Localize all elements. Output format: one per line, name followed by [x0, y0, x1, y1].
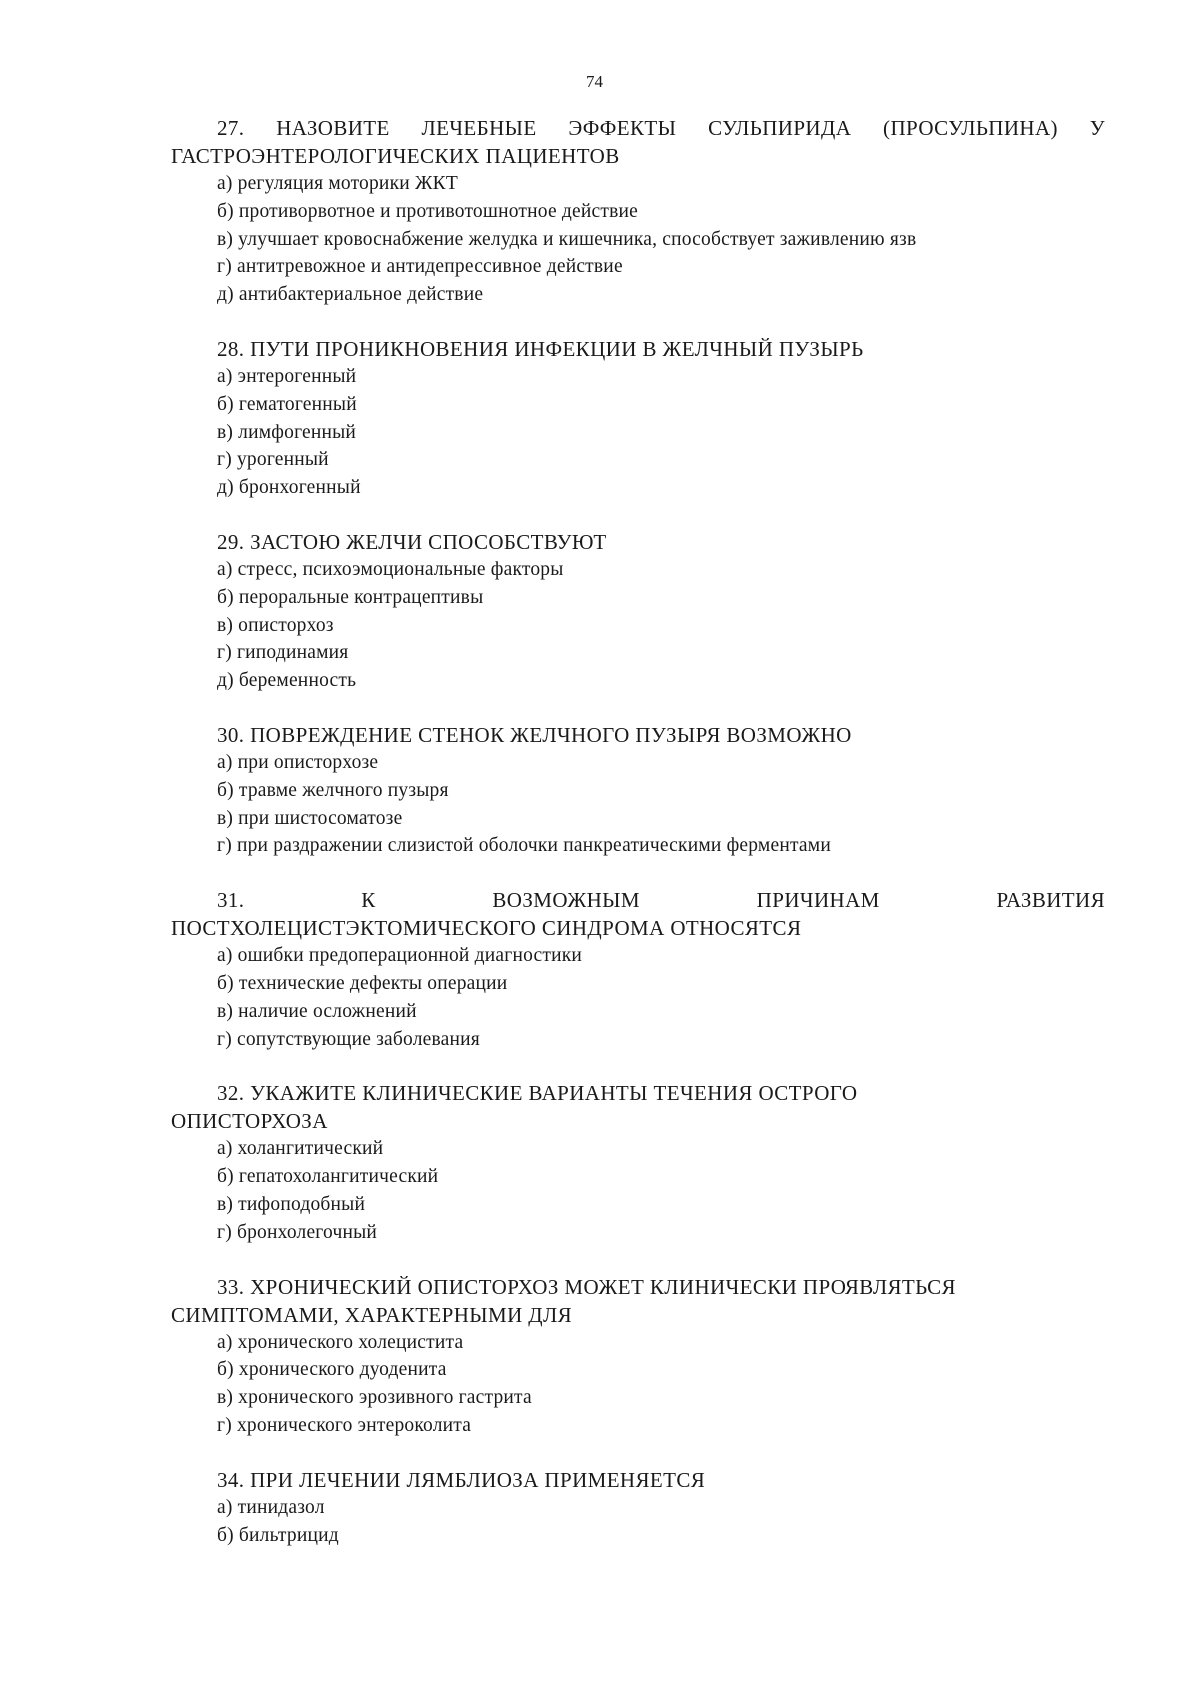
answer-option: г) бронхолегочный — [217, 1221, 378, 1243]
answer-options — [171, 749, 1105, 860]
answer-options — [171, 170, 1105, 309]
answer-option: б) технические дефекты операции — [217, 972, 508, 994]
answer-option: в) хронического эрозивного гастрита — [217, 1387, 532, 1409]
answer-option: г) при раздражении слизистой оболочки панкреатическими ферментами — [217, 835, 831, 857]
question-title-line-2: ПОСТХОЛЕЦИСТЭКТОМИЧЕСКОГО СИНДРОМА ОТНОСЯТСЯ — [171, 916, 802, 941]
answer-option: а) регуляция моторики ЖКТ — [217, 173, 458, 194]
answer-options — [171, 1135, 1105, 1246]
question-30 — [171, 721, 1105, 860]
answer-options — [171, 363, 1105, 502]
page-number: 74 — [586, 72, 603, 91]
question-title: 30. ПОВРЕЖДЕНИЕ СТЕНОК ЖЕЛЧНОГО ПУЗЫРЯ ВОЗМОЖНО — [217, 722, 852, 747]
answer-option: б) пероральные контрацептивы — [217, 586, 484, 608]
answer-option: б) бильтрицид — [217, 1524, 339, 1546]
question-title: 28. ПУТИ ПРОНИКНОВЕНИЯ ИНФЕКЦИИ В ЖЕЛЧНЫЙ ПУЗЫРЬ — [217, 336, 864, 361]
answer-option: а) ошибки предоперационной диагностики — [217, 945, 583, 967]
answer-option: а) при описторхозе — [217, 751, 379, 773]
answer-option: г) сопутствующие заболевания — [217, 1028, 480, 1050]
answer-option: а) стресс, психоэмоциональные факторы — [217, 558, 564, 580]
answer-option: в) лимфогенный — [217, 421, 357, 443]
answer-option: г) гиподинамия — [217, 642, 349, 664]
answer-options — [171, 1329, 1105, 1440]
answer-option: б) травме желчного пузыря — [217, 779, 449, 801]
answer-option: а) тинидазол — [217, 1496, 325, 1518]
answer-option: г) антитревожное и антидепрессивное действие — [217, 256, 623, 278]
answer-option: в) при шистосоматозе — [217, 807, 403, 829]
answer-option: б) хронического дуоденита — [217, 1359, 447, 1381]
answer-options — [171, 942, 1105, 1053]
question-27 — [171, 114, 1105, 309]
answer-option: а) хронического холецистита — [217, 1331, 464, 1353]
question-32 — [171, 1079, 1105, 1246]
question-list — [171, 114, 1105, 1575]
question-title-line-1: 32. УКАЖИТЕ КЛИНИЧЕСКИЕ ВАРИАНТЫ ТЕЧЕНИЯ ОСТРОГО — [217, 1081, 858, 1106]
question-title-line-2: СИМПТОМАМИ, ХАРАКТЕРНЫМИ ДЛЯ — [171, 1302, 573, 1327]
answer-option: д) антибактериальное действие — [217, 284, 484, 306]
question-29 — [171, 528, 1105, 695]
answer-options — [171, 1494, 1105, 1550]
answer-option: в) тифоподобный — [217, 1193, 366, 1215]
answer-option: б) гематогенный — [217, 393, 357, 415]
answer-option: г) урогенный — [217, 449, 329, 471]
question-31 — [171, 886, 1105, 1053]
answer-option: б) противорвотное и противотошнотное действие — [217, 200, 638, 222]
answer-option: в) улучшает кровоснабжение желудка и кишечника, способствует заживлению язв — [217, 228, 917, 250]
answer-option: г) хронического энтероколита — [217, 1414, 472, 1436]
question-title: 34. ПРИ ЛЕЧЕНИИ ЛЯМБЛИОЗА ПРИМЕНЯЕТСЯ — [217, 1467, 706, 1492]
question-title: 27. НАЗОВИТЕ ЛЕЧЕБНЫЕ ЭФФЕКТЫ СУЛЬПИРИДА (ПРОСУЛЬПИНА) У ГАСТРОЭНТЕРОЛОГИЧЕСКИХ ПАЦИЕНТОВ — [171, 116, 1105, 168]
answer-option: в) наличие осложнений — [217, 1000, 417, 1022]
question-33 — [171, 1273, 1105, 1440]
question-title-line-2: ОПИСТОРХОЗА — [171, 1109, 328, 1134]
question-34 — [171, 1466, 1105, 1550]
answer-options — [171, 556, 1105, 695]
answer-option: в) описторхоз — [217, 614, 334, 636]
answer-option: д) бронхогенный — [217, 477, 361, 499]
question-title-line-1: 33. ХРОНИЧЕСКИЙ ОПИСТОРХОЗ МОЖЕТ КЛИНИЧЕСКИ ПРОЯВЛЯТЬСЯ — [217, 1274, 956, 1299]
question-title-line-1: 31. К ВОЗМОЖНЫМ ПРИЧИНАМ РАЗВИТИЯ — [217, 888, 1105, 913]
answer-option: а) холангитический — [217, 1138, 384, 1160]
answer-option: д) беременность — [217, 670, 357, 692]
question-title: 29. ЗАСТОЮ ЖЕЛЧИ СПОСОБСТВУЮТ — [217, 529, 607, 554]
answer-option: а) энтерогенный — [217, 365, 357, 387]
answer-option: б) гепатохолангитический — [217, 1166, 439, 1188]
question-28 — [171, 335, 1105, 502]
